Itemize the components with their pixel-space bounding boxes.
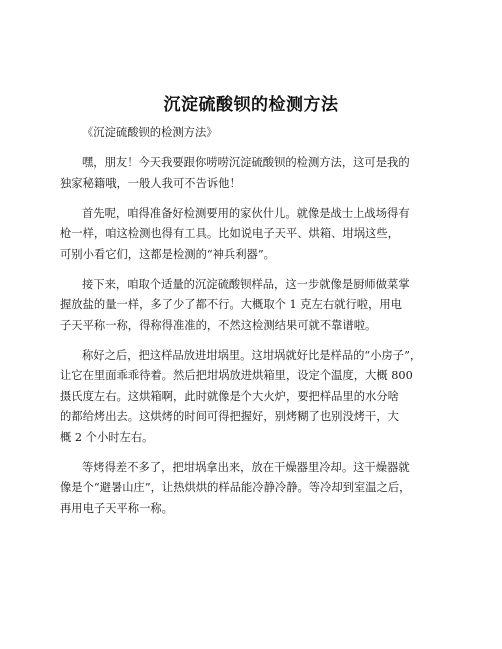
text-line: 独家秘籍哦，一般人我可不告诉他！ bbox=[60, 176, 241, 190]
text-line: 摄氏度左右。这烘箱啊，此时就像是个大火炉，要把样品里的水分啥 bbox=[60, 389, 399, 403]
text-line: 握放盐的量一样，多了少了都不行。大概取个 1 克左右就行啦，用电 bbox=[60, 298, 402, 311]
paragraph-1 bbox=[60, 123, 450, 144]
text-line: 《沉淀硫酸钡的检测方法》 bbox=[82, 126, 218, 139]
text-line: 概 2 个小时左右。 bbox=[60, 430, 154, 444]
text-line: 接下来，咱取个适量的沉淀硫酸钡样品，这一步就像是厨师做菜掌 bbox=[82, 277, 410, 291]
text-line: 枪一样，咱这检测也得有工具。比如说电子天平、烘箱、坩埚这些， bbox=[60, 227, 399, 240]
text-line: 让它在里面乖乖待着。然后把坩埚放进烘箱里，设定个温度，大概 800 bbox=[60, 369, 413, 382]
text-line: 可别小看它们，这都是检测的“神兵利器”。 bbox=[60, 247, 275, 261]
text-line: 再用电子天平称一称。 bbox=[60, 501, 173, 515]
paragraph-5 bbox=[60, 346, 450, 449]
text-line: 称好之后，把这样品放进坩埚里。这坩埚就好比是样品的“小房子”， bbox=[82, 348, 422, 362]
text-line: 首先呢，咱得准备好检测要用的家伙什儿。就像是战士上战场得有 bbox=[82, 206, 410, 220]
paragraph-2 bbox=[60, 153, 450, 194]
paragraph-3 bbox=[60, 204, 450, 266]
text-line: 嘿，朋友！今天我要跟你唠唠沉淀硫酸钡的检测方法，这可是我的 bbox=[82, 156, 410, 169]
text-line: 等烤得差不多了，把坩埚拿出来，放在干燥器里冷却。这干燥器就 bbox=[82, 460, 410, 474]
paragraph-4 bbox=[60, 275, 450, 337]
document-body bbox=[60, 123, 450, 529]
text-line: 子天平称一称，得称得准准的，不然这检测结果可就不靠谱啦。 bbox=[60, 318, 377, 332]
text-line: 的都给烤出去。这烘烤的时间可得把握好，别烤糊了也别没烤干，大 bbox=[60, 410, 399, 423]
paragraph-6 bbox=[60, 458, 450, 520]
document-title: 沉淀硫酸钡的检测方法 bbox=[163, 95, 339, 115]
text-line: 像是个“避暑山庄”，让热烘烘的样品能冷静冷静。等冷却到室温之后， bbox=[60, 481, 411, 494]
